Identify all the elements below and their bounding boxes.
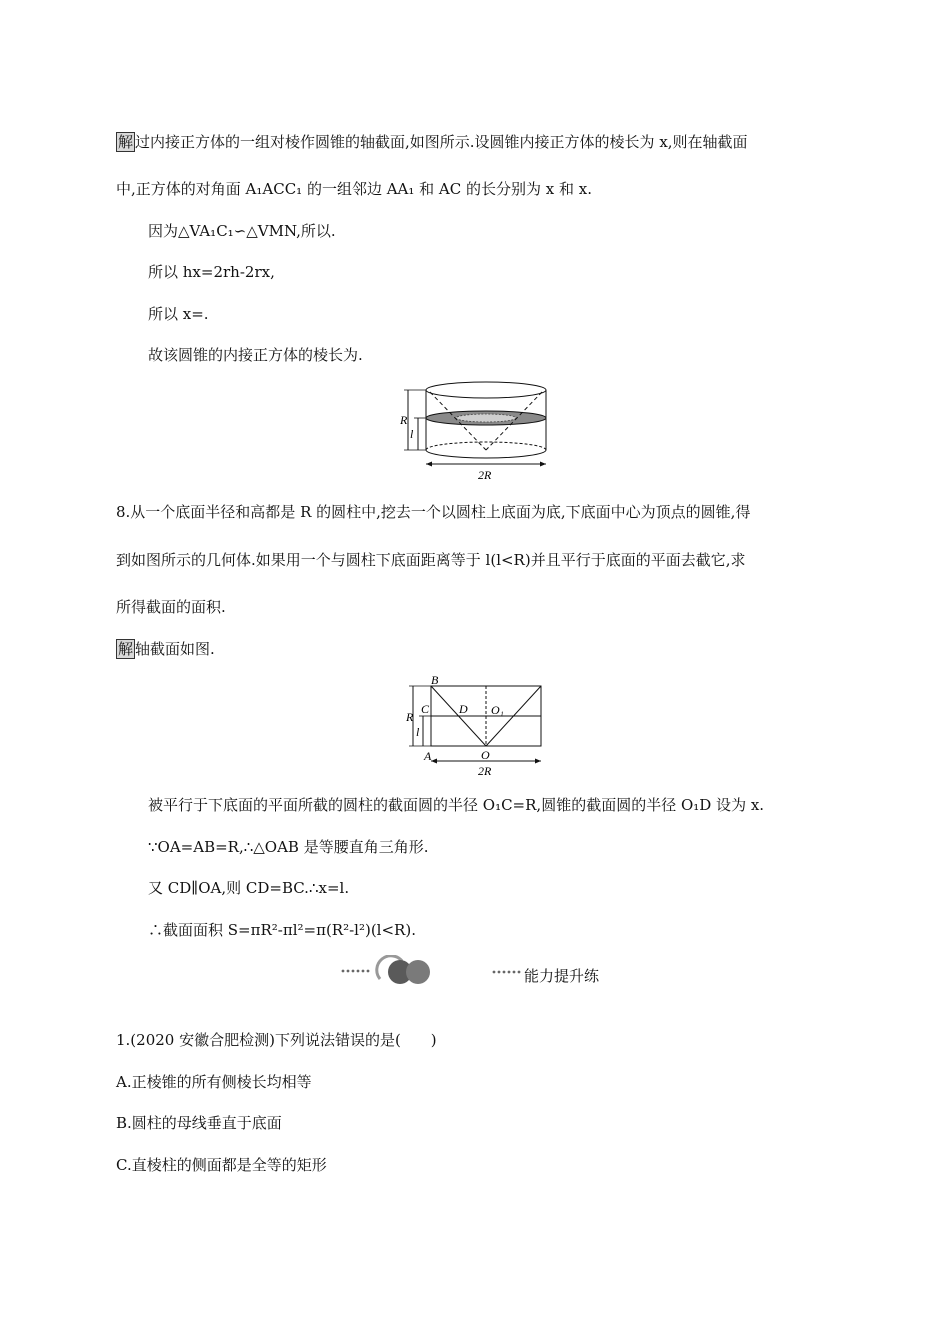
section-decoration-icon xyxy=(340,955,440,987)
label-l: l xyxy=(416,725,420,739)
section-dots-icon xyxy=(492,962,522,982)
question1-option-b: B.圆柱的母线垂直于底面 xyxy=(116,1114,282,1132)
solution-prev-line5: 所以 x=. xyxy=(148,305,209,323)
label-R: R xyxy=(400,413,408,427)
problem8-line1: 8.从一个底面半径和高都是 R 的圆柱中,挖去一个以圆柱上底面为底,下底面中心为顶点的圆锥,得 xyxy=(116,503,751,521)
section-title: 能力提升练 xyxy=(524,967,600,985)
question1-option-c: C.直棱柱的侧面都是全等的矩形 xyxy=(116,1156,327,1174)
question1-stem: 1.(2020 安徽合肥检测)下列说法错误的是( ) xyxy=(116,1031,437,1049)
label-A: A xyxy=(424,749,432,763)
solution-prev-line6: 故该圆锥的内接正方体的棱长为. xyxy=(148,346,363,364)
solution-prev-line1: 解 过内接正方体的一组对棱作圆锥的轴截面,如图所示.设圆锥内接正方体的棱长为 x,则在轴截面 xyxy=(118,133,748,151)
label-R: R xyxy=(406,710,414,724)
bottom-ellipse-back xyxy=(426,442,546,450)
label-B: B xyxy=(431,673,439,687)
solution-tag: 解 xyxy=(118,640,134,658)
solution-tag: 解 xyxy=(118,133,134,151)
label-O: O xyxy=(481,748,490,762)
solution8-line3: 又 CD∥OA,则 CD=BC.∴x=l. xyxy=(148,879,350,897)
bottom-ellipse-front xyxy=(426,450,546,458)
solution-prev-line3: 因为△VA₁C₁∽△VMN,所以. xyxy=(148,222,336,240)
solution8-line4: ∴截面面积 S=πR²-πl²=π(R²-l²)(l<R). xyxy=(148,921,416,939)
label-O1: O₁ xyxy=(491,703,504,717)
axial-section-figure xyxy=(405,673,550,781)
cone-section-ellipse xyxy=(456,414,516,422)
solution8-line1: 被平行于下底面的平面所截的圆柱的截面圆的半径 O₁C=R,圆锥的截面圆的半径 O₁D 设为 x. xyxy=(148,796,765,814)
label-l: l xyxy=(410,427,414,441)
question1-option-a: A.正棱锥的所有侧棱长均相等 xyxy=(116,1073,312,1091)
top-ellipse xyxy=(426,382,546,398)
cylinder-cone-figure xyxy=(400,380,560,482)
solution-prev-line2: 中,正方体的对角面 A₁ACC₁ 的一组邻边 AA₁ 和 AC 的长分别为 x 和 x. xyxy=(116,180,593,198)
label-C: C xyxy=(421,702,430,716)
label-2R: 2R xyxy=(478,468,492,482)
solution8-line2: ∵OA=AB=R,∴△OAB 是等腰直角三角形. xyxy=(148,838,429,856)
problem8-line3: 所得截面的面积. xyxy=(116,598,226,616)
problem8-line2: 到如图所示的几何体.如果用一个与圆柱下底面距离等于 l(l<R)并且平行于底面的平面去截它,求 xyxy=(116,551,746,569)
label-2R: 2R xyxy=(478,764,492,778)
label-D: D xyxy=(459,702,468,716)
solution-prev-line4: 所以 hx=2rh-2rx, xyxy=(148,263,275,281)
solution8-intro: 解 轴截面如图. xyxy=(118,640,215,658)
